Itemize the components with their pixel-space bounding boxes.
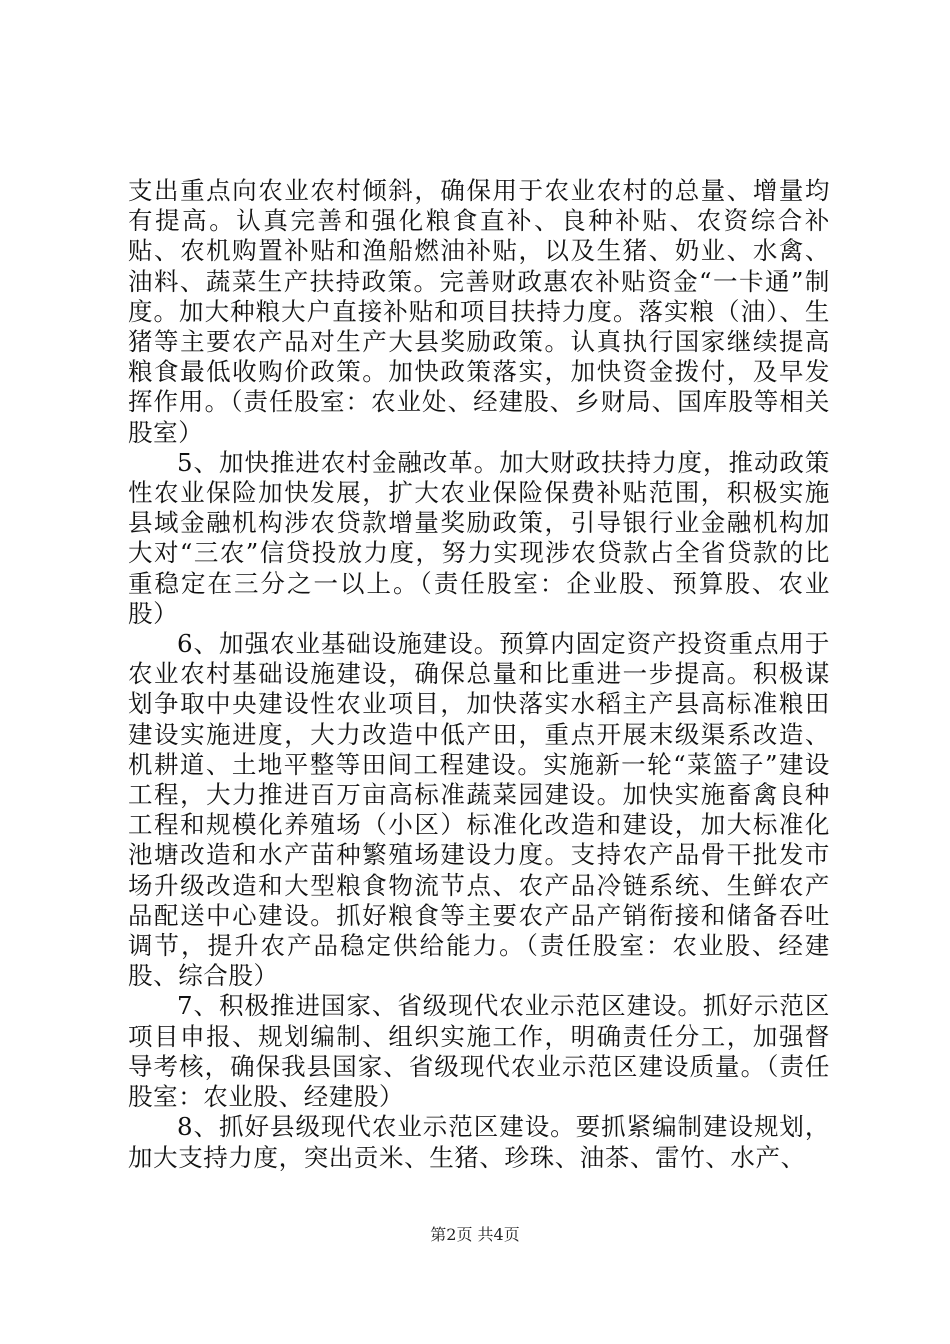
paragraph-item-6: 6、加强农业基础设施建设。预算内固定资产投资重点用于农业农村基础设施建设，确保总量和比重进一步提高。积极谋划争取中央建设性农业项目，加快落实水稻主产县高标准粮田建设实施进度，大力改造中低产田，重点开展末级渠系改造、机耕道、土地平整等田间工程建设。实施新一轮“菜篮子”建设工程，大力推进百万亩高标准蔬菜园建设。加快实施畜禽良种工程和规模化养殖场（小区）标准化改造和建设，加大标准化池塘改造和水产苗种繁殖场建设力度。支持农产品骨干批发市场升级改造和大型粮食物流节点、农产品冷链系统、生鲜农产品配送中心建设。抓好粮食等主要农产品产销衔接和储备吞吐调节，提升农产品稳定供给能力。（责任股室：农业股、经建股、综合股） — [128, 629, 830, 991]
paragraph-item-7: 7、积极推进国家、省级现代农业示范区建设。抓好示范区项目申报、规划编制、组织实施工作，明确责任分工，加强督导考核，确保我县国家、省级现代农业示范区建设质量。（责任股室：农业股、经建股） — [128, 991, 830, 1112]
page-number-footer: 第2页 共4页 — [430, 1225, 520, 1244]
paragraph-continued: 支出重点向农业农村倾斜，确保用于农业农村的总量、增量均有提高。认真完善和强化粮食直补、良种补贴、农资综合补贴、农机购置补贴和渔船燃油补贴，以及生猪、奶业、水禽、油料、蔬菜生产扶持政策。完善财政惠农补贴资金“一卡通”制度。加大种粮大户直接补贴和项目扶持力度。落实粮（油）、生猪等主要农产品对生产大县奖励政策。认真执行国家继续提高粮食最低收购价政策。加快政策落实，加快资金拨付，及早发挥作用。（责任股室：农业处、经建股、乡财局、国库股等相关股室） — [128, 176, 830, 447]
paragraph-item-8: 8、抓好县级现代农业示范区建设。要抓紧编制建设规划，加大支持力度，突出贡米、生猪、珍珠、油茶、雷竹、水产、 — [128, 1112, 830, 1172]
document-body — [128, 176, 830, 1173]
paragraph-item-5: 5、加快推进农村金融改革。加大财政扶持力度，推动政策性农业保险加快发展，扩大农业保险保费补贴范围，积极实施县域金融机构涉农贷款增量奖励政策，引导银行业金融机构加大对“三农”信贷投放力度，努力实现涉农贷款占全省贷款的比重稳定在三分之一以上。（责任股室：企业股、预算股、农业股） — [128, 447, 830, 628]
